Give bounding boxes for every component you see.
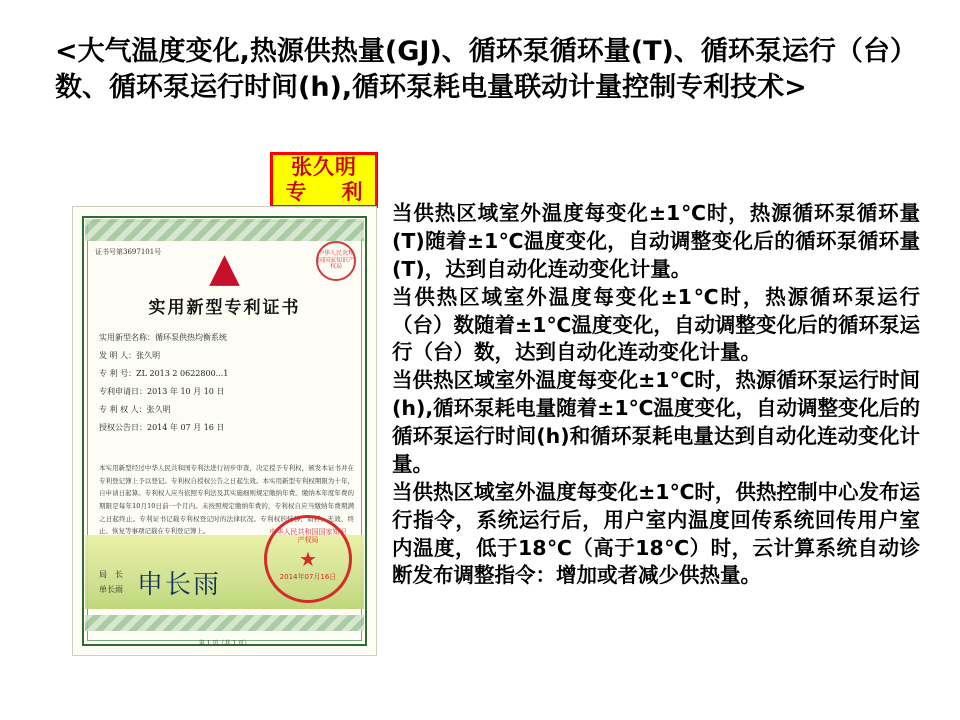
page-title: <大气温度变化,热源供热量(GJ)、循环泵循环量(T)、循环泵运行（台）数、循环泵运行时间(h),循环泵耗电量联动计量控制专利技术> [55, 36, 917, 103]
star-icon: ★ [299, 546, 317, 571]
certificate-signature-labels [99, 567, 123, 597]
seal-date-text: 2014年07月16日 [279, 572, 337, 581]
certificate-field: 授权公告日：2014 年 07 月 16 日 [99, 423, 225, 432]
certificate-field: 专利申请日：2013 年 10 月 10 日 [99, 387, 225, 396]
signature-label-director: 局 长 [99, 569, 123, 579]
certificate-field: 实用新型名称：循环泵供热均衡系统 [99, 333, 227, 342]
seal-top-text: 中华人民共和国国家知识产权局 [269, 528, 347, 545]
patent-owner-stamp [270, 152, 378, 208]
certificate-fields [99, 329, 354, 437]
signature-handwriting: 申长雨 [137, 570, 222, 600]
certificate-field: 专 利 号：ZL 2013 2 0622800...1 [99, 369, 229, 378]
stamp-line-name: 张久明 [291, 154, 357, 180]
certificate-field: 发 明 人：张久明 [99, 351, 161, 360]
body-text-block [392, 200, 920, 590]
certificate-top-band [85, 219, 364, 241]
body-paragraph: 当供热区域室外温度每变化±1℃时，供热控制中心发布运行指令，系统运行后，用户室内温度回传系统回传用户室内温度，低于18℃（高于18℃）时，云计算系统自动诊断发布调整指令：增加或者减少供热量。 [392, 479, 920, 588]
stamp-line-patent: 专 利 [285, 179, 370, 204]
official-seal-icon [264, 515, 352, 603]
certificate-footer-band [85, 615, 364, 631]
small-seal-icon: 中华人民共和国国家知识产权局 [316, 241, 356, 281]
certificate-body-text: 本实用新型经过中华人民共和国专利法进行初步审查，决定授予专利权，颁发本证书并在专利登记簿上予以登记。专利权自授权公告之日起生效。本实用新型专利权期限为十年，自申请日起算。专利权人应当依照专利法及其实施细则规定缴纳年费。缴纳本年度年费的期限是每年10月10日前一个月内。未按照规定缴纳年费的，专利权自应当缴纳年费期满之日起终止。专利证书记载专利权登记时的法律状况。专利权的转移、质押、无效、终止、恢复等事项记载在专利登记簿上。 [99, 464, 354, 536]
body-paragraph: 当供热区域室外温度每变化±1℃时，热源循环泵循环量(T)随着±1℃温度变化，自动调整变化后的循环泵循环量(T)，达到自动化连动变化计量。 [392, 201, 920, 281]
body-paragraph: 当供热区域室外温度每变化±1℃时，热源循环泵运行（台）数随着±1℃温度变化，自动调整变化后的循环泵运行（台）数，达到自动化连动变化计量。 [392, 284, 920, 365]
certificate-field: 专 利 权 人：张久明 [99, 405, 171, 414]
certificate-serial: 证书号第3697101号 [95, 248, 162, 256]
signature-label-name: 单长雨 [99, 584, 123, 594]
body-paragraph: 当供热区域室外温度每变化±1℃时，热源循环泵运行时间(h),循环泵耗电量随着±1℃温度变化，自动调整变化后的循环泵运行时间(h)和循环泵耗电量达到自动化连动变化计量。 [392, 368, 920, 476]
patent-emblem-icon: ▲ [209, 244, 240, 291]
certificate-title: 实用新型专利证书 [148, 298, 301, 318]
certificate-page-label: 第 1 页（共 1 页） [198, 640, 251, 647]
patent-certificate-image [72, 206, 377, 656]
